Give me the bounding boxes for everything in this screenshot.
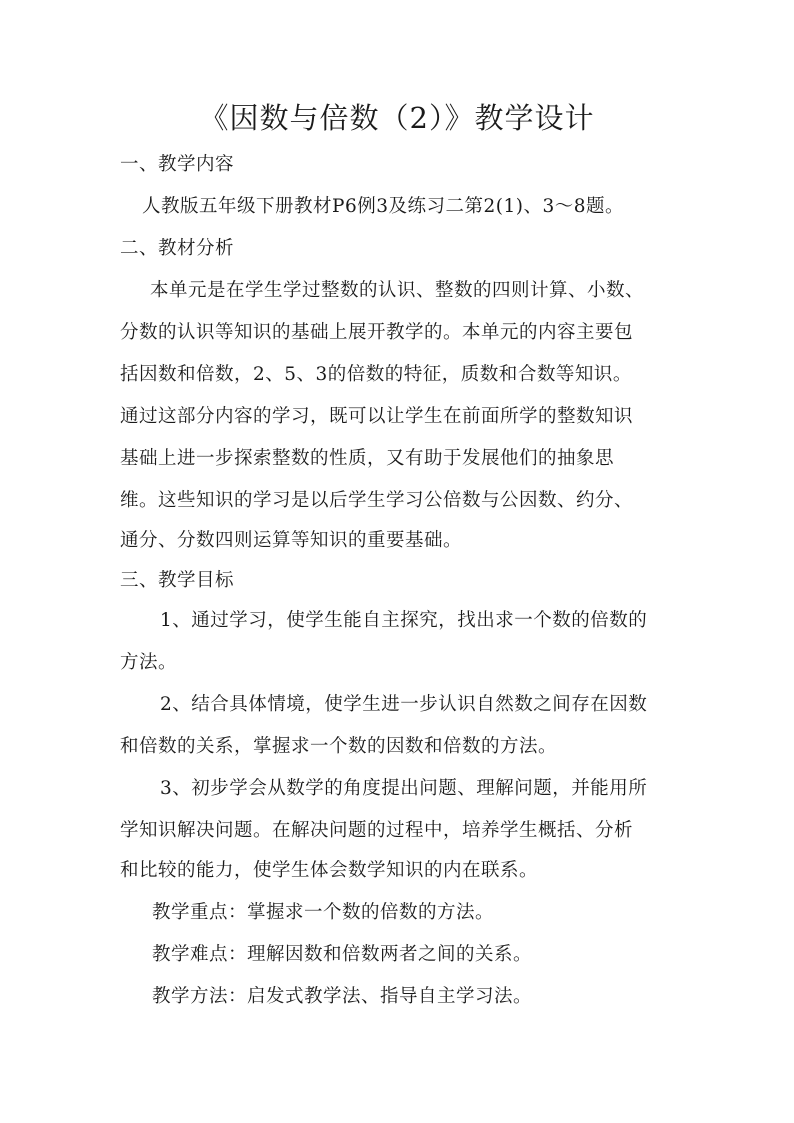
objective-line: 学知识解决问题。在解决问题的过程中，培养学生概括、分析 [120,820,634,841]
section-heading-objectives: 三、教学目标 [120,570,235,591]
document-title: 《因数与倍数（2）》教学设计 [199,101,595,135]
difficulty-point: 教学难点：理解因数和倍数两者之间的关系。 [152,944,533,965]
section-heading-analysis: 二、教材分析 [120,238,235,259]
analysis-line: 本单元是在学生学过整数的认识、整数的四则计算、小数、 [150,280,645,301]
teaching-method: 教学方法：启发式教学法、指导自主学习法。 [152,986,533,1007]
analysis-line: 基础上进一步探索整数的性质，又有助于发展他们的抽象思 [120,448,615,469]
analysis-line: 维。这些知识的学习是以后学生学习公倍数与公因数、约分、 [120,490,634,511]
objective-line: 和比较的能力，使学生体会数学知识的内在联系。 [120,860,539,881]
analysis-line: 通过这部分内容的学习，既可以让学生在前面所学的整数知识 [120,406,634,427]
objective-line: 2、结合具体情境，使学生进一步认识自然数之间存在因数 [160,694,648,715]
analysis-line: 分数的认识等知识的基础上展开教学的。本单元的内容主要包 [120,322,634,343]
objective-line: 3、初步学会从数学的角度提出问题、理解问题，并能用所 [160,778,648,799]
objective-line: 1、通过学习，使学生能自主探究，找出求一个数的倍数的 [160,610,648,631]
objective-line: 方法。 [120,652,178,673]
section-heading-content: 一、教学内容 [120,154,235,175]
analysis-line: 括因数和倍数，2、5、3的倍数的特征，质数和合数等知识。 [120,364,632,385]
objective-line: 和倍数的关系，掌握求一个数的因数和倍数的方法。 [120,736,558,757]
content-text: 人教版五年级下册教材P6例3及练习二第2(1)、3～8题。 [142,196,625,217]
key-point: 教学重点：掌握求一个数的倍数的方法。 [152,902,495,923]
analysis-line: 通分、分数四则运算等知识的重要基础。 [120,530,463,551]
